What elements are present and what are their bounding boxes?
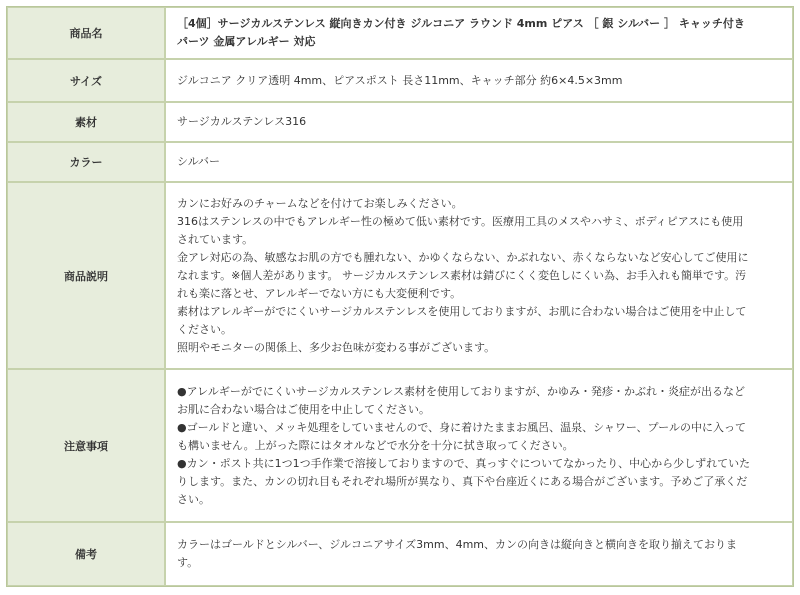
text-line: す。: [177, 556, 199, 569]
text-line: ●ゴールドと違い、メッキ処理をしていませんので、身に着けたままお風呂、温泉、シャワー、プールの中に入って: [177, 420, 746, 434]
value-color: [165, 142, 793, 182]
label-color: カラー: [7, 142, 165, 182]
product-spec-table: [6, 6, 794, 587]
text-line: 316はステンレスの中でもアレルギー性の極めて低い素材です。医療用工具のメスやハサミ、ボディピアスにも使用: [177, 214, 744, 228]
value-description: [165, 182, 793, 369]
text-line: 照明やモニターの関係上、多少お色味が変わる事がございます。: [177, 340, 496, 354]
value-remarks: [165, 522, 793, 586]
text-line: ジルコニア クリア透明 4mm、ピアスポスト 長さ11mm、キャッチ部分 約6×4.5×3mm: [177, 73, 623, 87]
text-line: パーツ 金属アレルギー 対応: [177, 35, 316, 48]
label-product-name: 商品名: [7, 7, 165, 59]
label-size: サイズ: [7, 59, 165, 102]
text-line: ●カン・ポスト共に1つ1つ手作業で溶接しておりますので、真っすぐについてなかったり、中心から少しずれていた: [177, 456, 751, 470]
text-line: 素材はアレルギーがでにくいサージカルステンレスを使用しておりますが、お肌に合わない場合はご使用を中止して: [177, 304, 747, 318]
label-remarks: 備考: [7, 522, 165, 586]
text-line: も構いません。上がった際にはタオルなどで水分を十分に拭き取ってください。: [177, 438, 574, 452]
text-line: なれます。※個人差があります。 サージカルステンレス素材は錆びにくく変色しにくい為、お手入れも簡単です。汚: [177, 268, 747, 282]
text-line: さい。: [177, 492, 210, 506]
label-description: 商品説明: [7, 182, 165, 369]
label-precautions: 注意事項: [7, 369, 165, 522]
row-description: [7, 182, 793, 369]
row-remarks: [7, 522, 793, 586]
text-line: ください。: [177, 322, 232, 336]
spec-table-body: [7, 7, 793, 586]
value-precautions: [165, 369, 793, 522]
text-line: れも楽に落とせ、アレルギーでない方にも大変便利です。: [177, 286, 462, 300]
label-material: 素材: [7, 102, 165, 142]
value-material: [165, 102, 793, 142]
text-line: カンにお好みのチャームなどを付けてお楽しみください。: [177, 196, 463, 210]
value-product-name: [165, 7, 793, 59]
text-line: されています。: [177, 232, 254, 246]
product-spec-container: [6, 6, 794, 589]
row-size: [7, 59, 793, 102]
row-precautions: [7, 369, 793, 522]
row-product-name: [7, 7, 793, 59]
text-line: カラーはゴールドとシルバー、ジルコニアサイズ3mm、4mm、カンの向きは縦向きと横向きを取り揃えておりま: [177, 538, 737, 551]
text-line: ［4個］サージカルステンレス 縦向きカン付き ジルコニア ラウンド 4mm ピアス ［ 銀 シルバー ］ キャッチ付き: [177, 17, 745, 30]
text-line: サージカルステンレス316: [177, 115, 307, 128]
text-line: 金アレ対応の為、敏感なお肌の方でも腫れない、かゆくならない、かぶれない、赤くならないなど安心してご使用に: [177, 250, 749, 264]
row-color: [7, 142, 793, 182]
text-line: シルバー: [177, 155, 220, 168]
text-line: お肌に合わない場合はご使用を中止してください。: [177, 402, 430, 416]
row-material: [7, 102, 793, 142]
text-line: ●アレルギーがでにくいサージカルステンレス素材を使用しておりますが、かゆみ・発疹・かぶれ・炎症が出るなど: [177, 384, 745, 398]
value-size: [165, 59, 793, 102]
text-line: りします。また、カンの切れ目もそれぞれ場所が異なり、真下や台座近くにある場合がございます。予めご了承くだ: [177, 474, 748, 488]
